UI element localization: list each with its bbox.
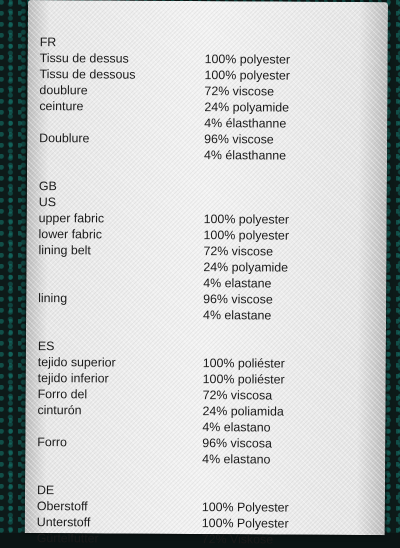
material-part: FR [39,35,57,50]
material-part: Forro [37,435,67,450]
material-part: US [38,195,57,210]
material-part [39,114,204,131]
material-percentage: 4% élasthanne [204,116,287,131]
material-part: Tissu de dessus [39,51,129,66]
material-percentage: 96% viscose [203,292,273,307]
label-line [39,146,379,164]
material-part: Oberstoff [36,499,88,514]
material-percentage: 72% Viskose [201,532,274,547]
material-percentage: 24% polyamide [203,260,289,275]
material-part: Doublure [39,131,90,146]
material-part: Unterstoff [36,515,91,530]
material-percentage: 96% viscose [204,132,274,147]
material-part: Forro del [37,387,88,402]
material-part [38,274,203,291]
material-part: DE [36,483,55,498]
material-part [37,418,202,435]
material-percentage: 96% viscosa [202,436,272,451]
material-percentage: 4% elastano [202,452,271,467]
label-line [37,530,377,548]
material-percentage: 4% elastano [202,420,271,435]
material-part: Gürtelfutter [36,531,99,546]
material-part: ceinture [39,99,84,114]
material-percentage: 4% elastane [203,276,272,291]
material-percentage: 4% elastane [203,308,272,323]
material-percentage: 72% viscose [203,244,274,259]
material-part: tejido superior [37,355,116,370]
material-part: lining belt [38,243,91,258]
material-percentage: 100% poliéster [202,356,285,371]
material-part [38,306,203,323]
material-percentage: 100% poliéster [202,372,285,387]
material-part: GB [38,179,57,194]
material-part: lower fabric [38,227,102,242]
material-part: tejido inferior [37,371,109,386]
material-percentage: 100% Polyester [201,516,289,531]
material-part: lining [38,291,68,306]
material-part: cinturón [37,403,82,418]
material-part: doublure [39,83,88,98]
material-percentage: 100% polyester [204,68,291,83]
material-part: Tissu de dessous [39,67,136,82]
material-percentage [204,195,379,212]
material-percentage [204,179,379,196]
label-line [37,450,377,468]
material-percentage: 24% polyamide [204,100,290,115]
label-line [38,306,378,324]
material-part [38,258,203,275]
material-percentage [205,35,380,52]
material-percentage: 100% Polyester [201,500,289,515]
material-percentage: 24% poliamida [202,404,284,419]
material-part: upper fabric [38,211,105,226]
material-percentage: 72% viscosa [202,388,273,403]
material-percentage: 100% polyester [203,212,290,227]
material-percentage: 100% polyester [204,52,291,67]
material-percentage [202,483,377,500]
material-part [37,450,202,467]
care-label [25,0,388,547]
material-percentage: 100% polyester [203,228,290,243]
material-percentage: 72% viscose [204,84,275,99]
material-percentage [203,339,378,356]
material-percentage: 4% élasthanne [204,148,287,163]
material-part [39,146,204,163]
composition-list [37,34,380,548]
material-part: ES [37,339,55,354]
